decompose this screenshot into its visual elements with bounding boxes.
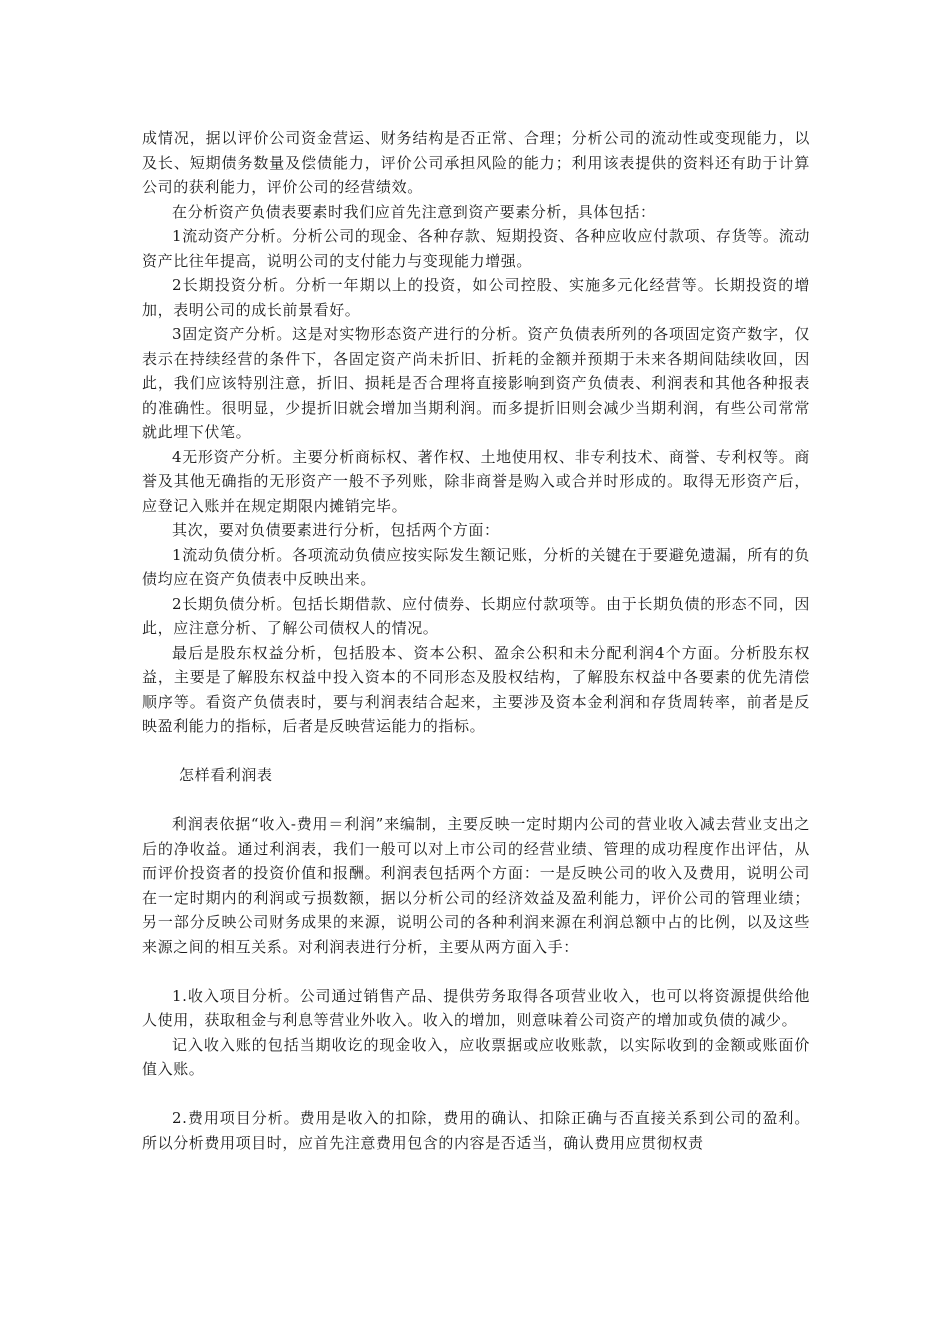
spacer	[142, 788, 810, 813]
paragraph-fixed-assets: 3固定资产分析。这是对实物形态资产进行的分析。资产负债表所列的各项固定资产数字，仅表示在持续经营的条件下，各固定资产尚未折旧、折耗的金额并预期于未来各期间陆续收回，因此，我们应该特别注意，折旧、损耗是否合理将直接影响到资产负债表、利润表和其他各种报表的准确性。很明显，少提折旧就会增加当期利润。而多提折旧则会减少当期利润，有些公司常常就此埋下伏笔。	[142, 325, 810, 441]
spacer	[142, 1082, 810, 1107]
paragraph-equity: 最后是股东权益分析，包括股本、资本公积、盈余公积和未分配利润4个方面。分析股东权益，主要是了解股东权益中投入资本的不同形态及股权结构，了解股东权益中各要素的优先清偿顺序等。看资产负债表时，要与利润表结合起来，主要涉及资本金利润和存货周转率，前者是反映盈利能力的指标，后者是反映营运能力的指标。	[142, 643, 810, 735]
paragraph-liabilities-intro: 其次，要对负债要素进行分析，包括两个方面：	[172, 521, 500, 539]
paragraph-asset-elements-intro: 在分析资产负债表要素时我们应首先注意到资产要素分析，具体包括：	[172, 202, 656, 221]
paragraph-expense-analysis: 2.费用项目分析。费用是收入的扣除，费用的确认、扣除正确与否直接关系到公司的盈利。所以分析费用项目时，应首先注意费用包含的内容是否适当，确认费用应贯彻权责	[142, 1109, 810, 1152]
spacer	[142, 959, 810, 984]
paragraph-revenue-analysis: 1.收入项目分析。公司通过销售产品、提供劳务取得各项营业收入，也可以将资源提供给他人使用，获取租金与利息等营业外收入。收入的增加，则意味着公司资产的增加或负债的减少。	[142, 986, 810, 1029]
paragraph-current-assets: 1流动资产分析。分析公司的现金、各种存款、短期投资、各种应收应付款项、存货等。流动资产比往年提高，说明公司的支付能力与变现能力增强。	[142, 227, 810, 270]
paragraph-long-term-liabilities: 2长期负债分析。包括长期借款、应付债券、长期应付款项等。由于长期负债的形态不同，因此，应注意分析、了解公司债权人的情况。	[142, 594, 810, 637]
spacer	[142, 739, 810, 764]
paragraph-income-statement: 利润表依据“收入-费用＝利润”来编制，主要反映一定时期内公司的营业收入减去营业支出之后的净收益。通过利润表，我们一般可以对上市公司的经营业绩、管理的成功程度作出评估，从而评价投资者的投资价值和报酬。利润表包括两个方面：一是反映公司的收入及费用，说明公司在一定时期内的利润或亏损数额，据以分析公司的经济效益及盈利能力，评价公司的管理业绩；另一部分反映公司财务成果的来源，说明公司的各种利润来源在利润总额中占的比例，以及这些来源之间的相互关系。对利润表进行分析，主要从两方面入手：	[142, 815, 810, 956]
paragraph-current-liabilities: 1流动负债分析。各项流动负债应按实际发生额记账，分析的关键在于要避免遗漏，所有的负债均应在资产负债表中反映出来。	[142, 545, 810, 588]
document-body	[142, 126, 810, 1155]
section-heading: 怎样看利润表	[179, 766, 273, 784]
paragraph-long-term-investment: 2长期投资分析。分析一年期以上的投资，如公司控股、实施多元化经营等。长期投资的增加，表明公司的成长前景看好。	[142, 276, 810, 319]
paragraph-continued: 成情况，据以评价公司资金营运、财务结构是否正常、合理；分析公司的流动性或变现能力，以及长、短期债务数量及偿债能力，评价公司承担风险的能力；利用该表提供的资料还有助于计算公司的获利能力，评价公司的经营绩效。	[142, 129, 810, 196]
paragraph-intangible-assets: 4无形资产分析。主要分析商标权、著作权、土地使用权、非专利技术、商誉、专利权等。商誉及其他无确指的无形资产一般不予列账，除非商誉是购入或合并时形成的。取得无形资产后，应登记入账并在规定期限内摊销完毕。	[142, 447, 810, 515]
paragraph-revenue-recording: 记入收入账的包括当期收讫的现金收入，应收票据或应收账款，以实际收到的金额或账面价值入账。	[142, 1035, 810, 1078]
